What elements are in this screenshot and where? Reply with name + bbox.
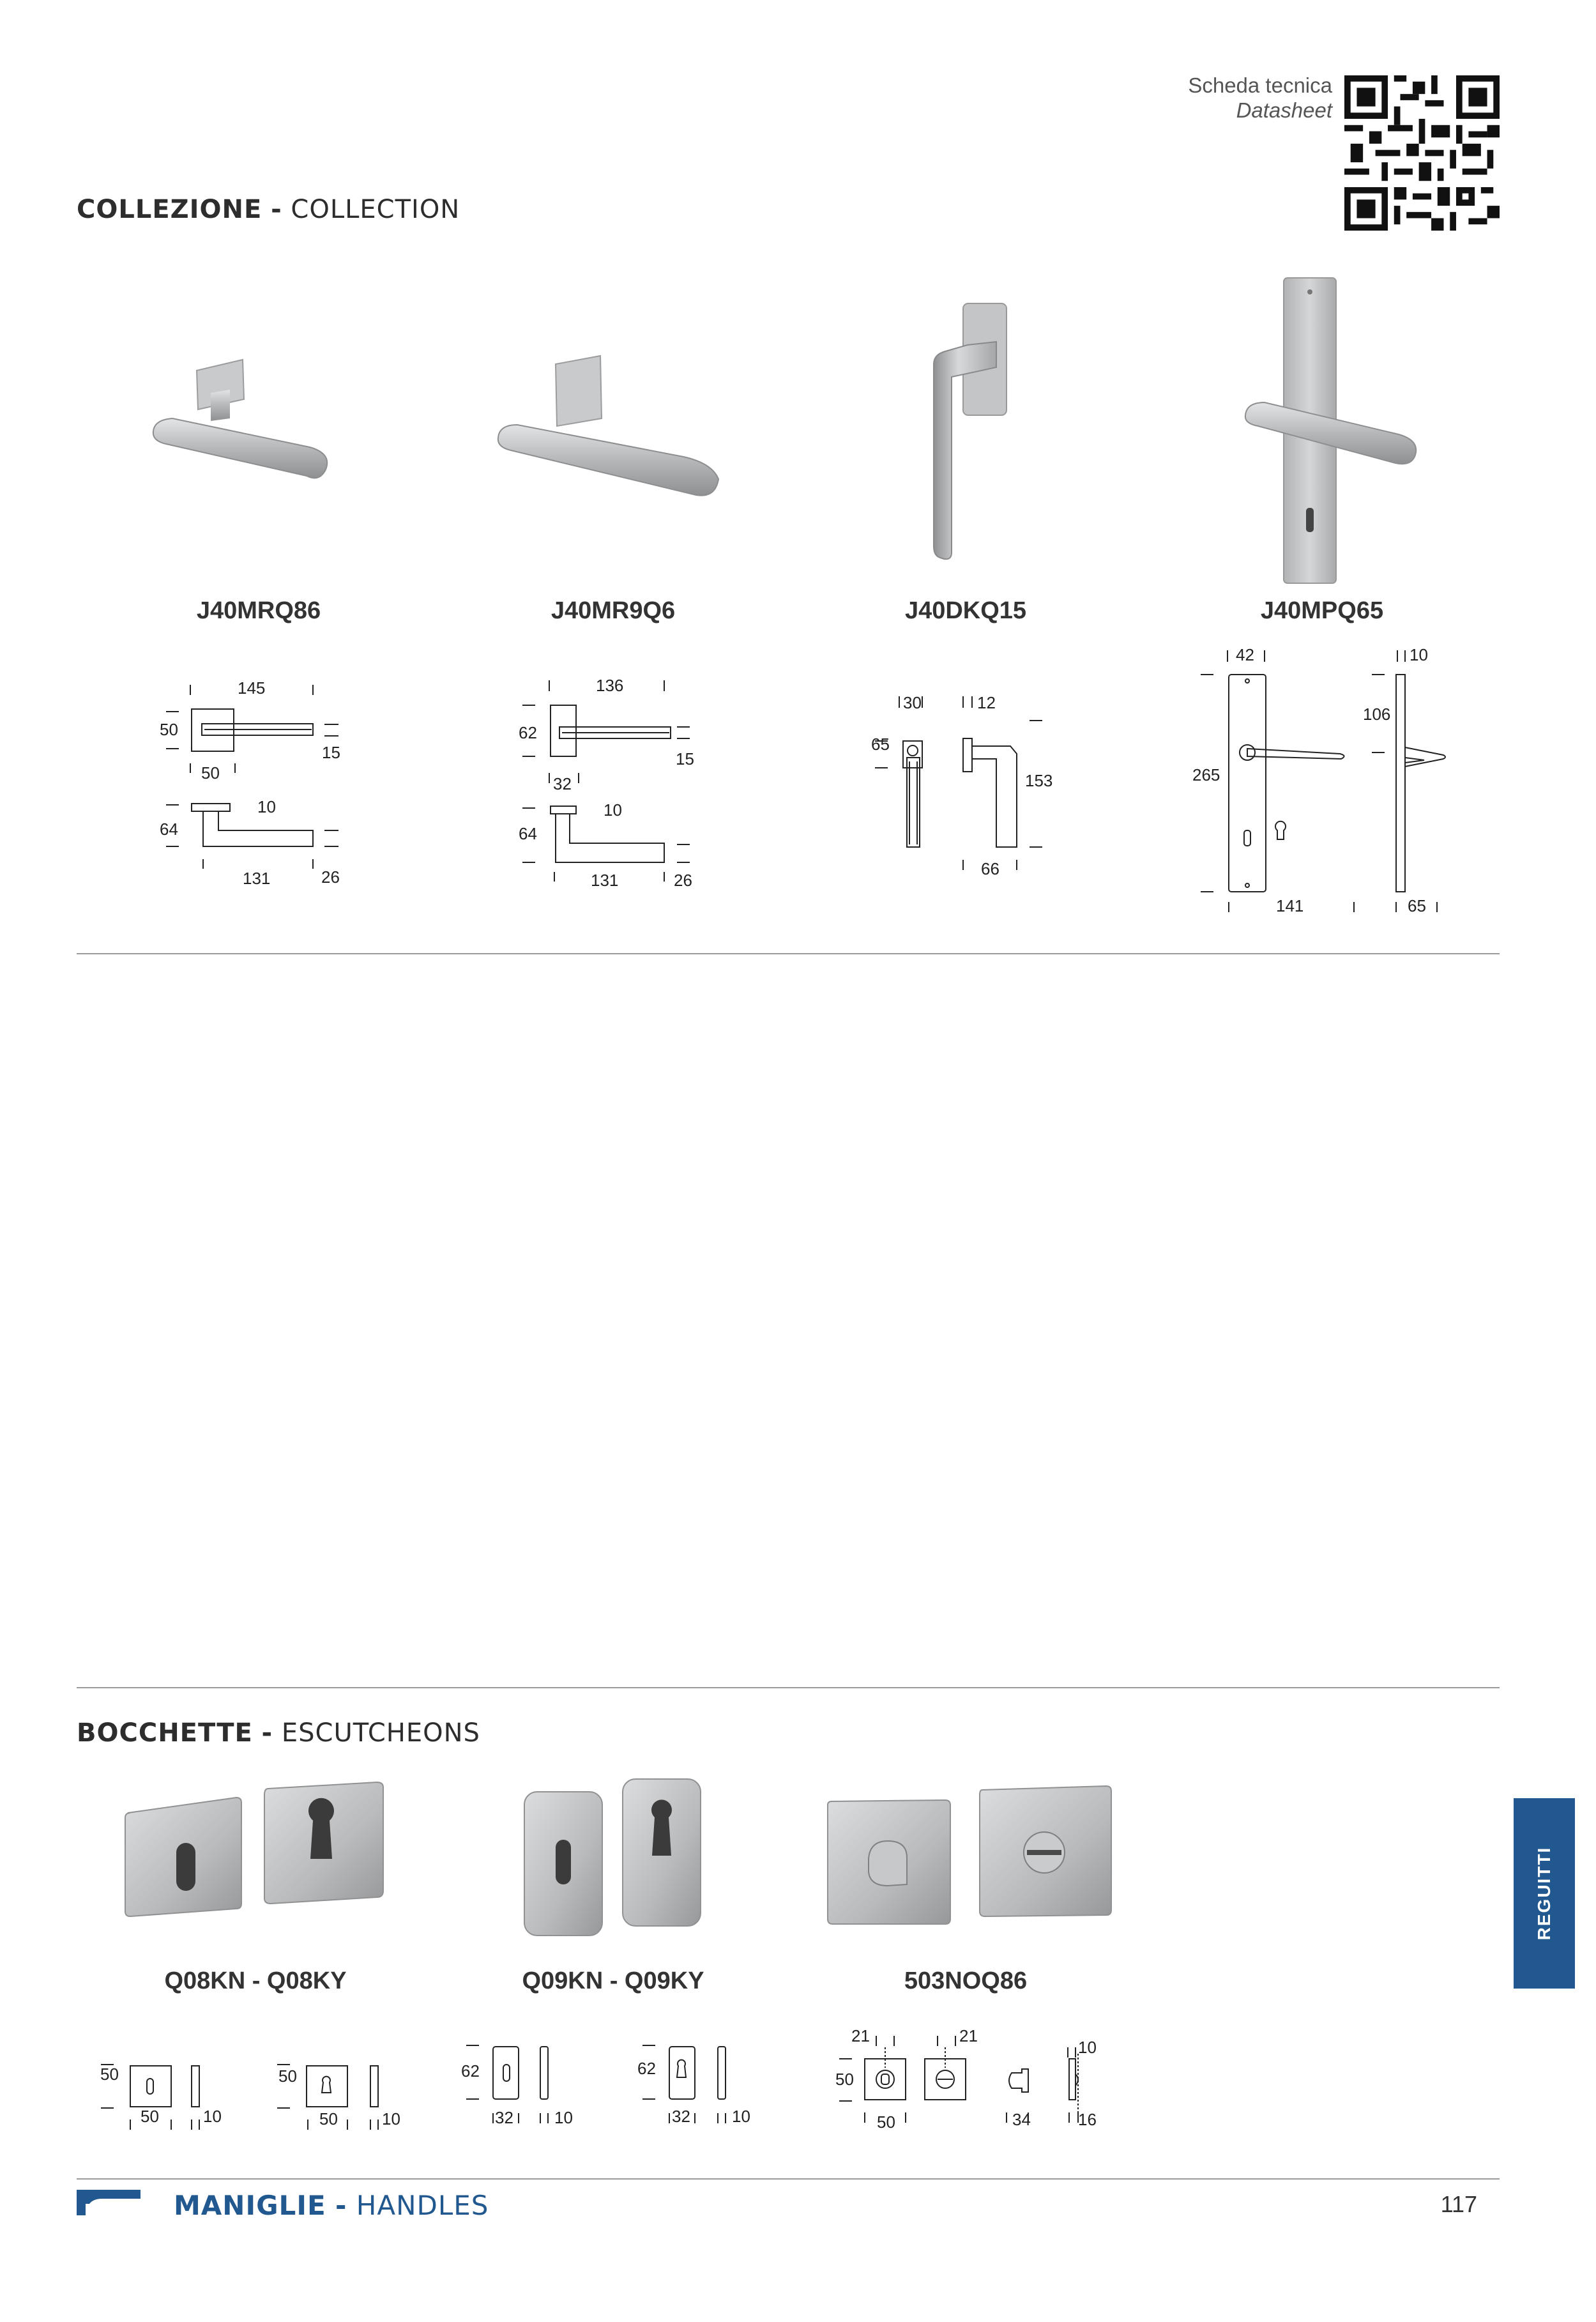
dim-label: 141 [1276, 896, 1304, 915]
product-image-j40mrq86 [147, 355, 364, 508]
collection-title-separator: - [271, 195, 282, 224]
collection-title-bold: COLLEZIONE [77, 195, 262, 224]
dim-label: 10 [732, 2107, 750, 2126]
product-code: J40MPQ65 [1260, 597, 1384, 624]
product-image-503noq86 [824, 1782, 1118, 1929]
tech-drawing-j40mrq86 [160, 677, 351, 894]
dim-label: 136 [596, 676, 624, 695]
escutcheons-title-light: ESCUTCHEONS [281, 1718, 480, 1748]
dim-label: 26 [674, 871, 692, 890]
tech-drawing-q08kn [96, 2051, 505, 2140]
dim-label: 12 [977, 693, 996, 712]
product-image-j40mr9q6 [492, 355, 728, 508]
dim-label: 15 [322, 743, 340, 762]
dim-label: 32 [672, 2107, 690, 2126]
product-code: Q08KN - Q08KY [164, 1967, 347, 1994]
dim-label: 15 [676, 749, 694, 768]
dim-label: 66 [981, 859, 999, 878]
dim-label: 50 [160, 720, 178, 739]
product-code: Q09KN - Q09KY [522, 1967, 704, 1994]
product-code: J40MRQ86 [196, 597, 321, 624]
dim-label: 50 [141, 2107, 159, 2126]
product-code: 503NOQ86 [904, 1967, 1028, 1994]
dim-label: 50 [319, 2109, 338, 2128]
dim-label: 62 [637, 2059, 656, 2078]
dim-label: 50 [877, 2112, 895, 2132]
dim-label: 50 [201, 763, 220, 783]
collection-title-light: COLLECTION [291, 195, 460, 224]
dim-label: 65 [1408, 896, 1426, 915]
dim-label: 153 [1025, 771, 1053, 790]
dim-label: 131 [243, 869, 271, 888]
section-divider [77, 953, 1500, 954]
dim-label: 145 [238, 678, 266, 698]
dim-label: 64 [160, 820, 178, 839]
dim-label: 42 [1236, 645, 1254, 664]
page-number: 117 [1440, 2191, 1477, 2217]
dim-label: 10 [382, 2109, 400, 2128]
qr-code-icon[interactable] [1344, 75, 1500, 231]
dim-label: 30 [903, 693, 922, 712]
product-code: J40DKQ15 [904, 597, 1027, 624]
dim-label: 10 [257, 797, 276, 816]
datasheet-label-it: Scheda tecnica [1188, 73, 1332, 97]
dim-label: 50 [100, 2065, 119, 2084]
footer-title-separator: - [335, 2190, 347, 2221]
product-image-j40dkq15 [907, 297, 1035, 565]
dim-label: 32 [553, 774, 572, 793]
product-code: J40MR9Q6 [551, 597, 676, 624]
dim-label: 10 [554, 2108, 573, 2127]
product-image-q09kn-q09ky [521, 1773, 712, 1939]
dim-label: 10 [1078, 2038, 1097, 2057]
dim-label: 34 [1012, 2110, 1031, 2129]
collection-title [77, 195, 460, 224]
dim-label: 10 [604, 800, 622, 820]
footer-divider [77, 2178, 1500, 2180]
dim-label: 131 [591, 871, 619, 890]
footer-title-light: HANDLES [356, 2190, 489, 2221]
brand-side-tab-label: REGUITTI [1534, 1846, 1554, 1941]
footer-title-bold: MANIGLIE [174, 2190, 326, 2221]
product-image-q08kn-q08ky [121, 1776, 390, 1929]
brand-logo-icon [77, 2190, 141, 2215]
dim-label: 65 [871, 735, 890, 754]
dim-label: 32 [495, 2108, 513, 2127]
dim-label: 50 [835, 2070, 854, 2089]
section-divider [77, 1687, 1500, 1688]
footer-title [174, 2190, 489, 2221]
dim-label: 10 [203, 2107, 222, 2126]
escutcheons-title-bold: BOCCHETTE [77, 1718, 253, 1748]
dim-label: 106 [1363, 705, 1391, 724]
escutcheons-title-separator: - [261, 1718, 273, 1748]
dim-label: 16 [1078, 2110, 1097, 2129]
dim-label: 62 [519, 723, 537, 742]
dim-label: 50 [278, 2066, 297, 2086]
product-image-j40mpq65 [1239, 278, 1431, 584]
dim-label: 10 [1410, 645, 1428, 664]
dim-label: 21 [959, 2026, 978, 2045]
dim-label: 64 [519, 824, 537, 843]
dim-label: 21 [851, 2026, 870, 2045]
dim-label: 265 [1192, 765, 1220, 784]
dim-label: 26 [321, 867, 340, 887]
tech-drawing-j40mpq65 [1194, 645, 1463, 926]
dim-label: 62 [461, 2061, 480, 2081]
datasheet-label-en: Datasheet [1236, 98, 1332, 122]
escutcheons-title [77, 1718, 480, 1748]
tech-drawing-j40mr9q6 [517, 677, 709, 894]
brand-side-tab [1514, 1798, 1575, 1989]
